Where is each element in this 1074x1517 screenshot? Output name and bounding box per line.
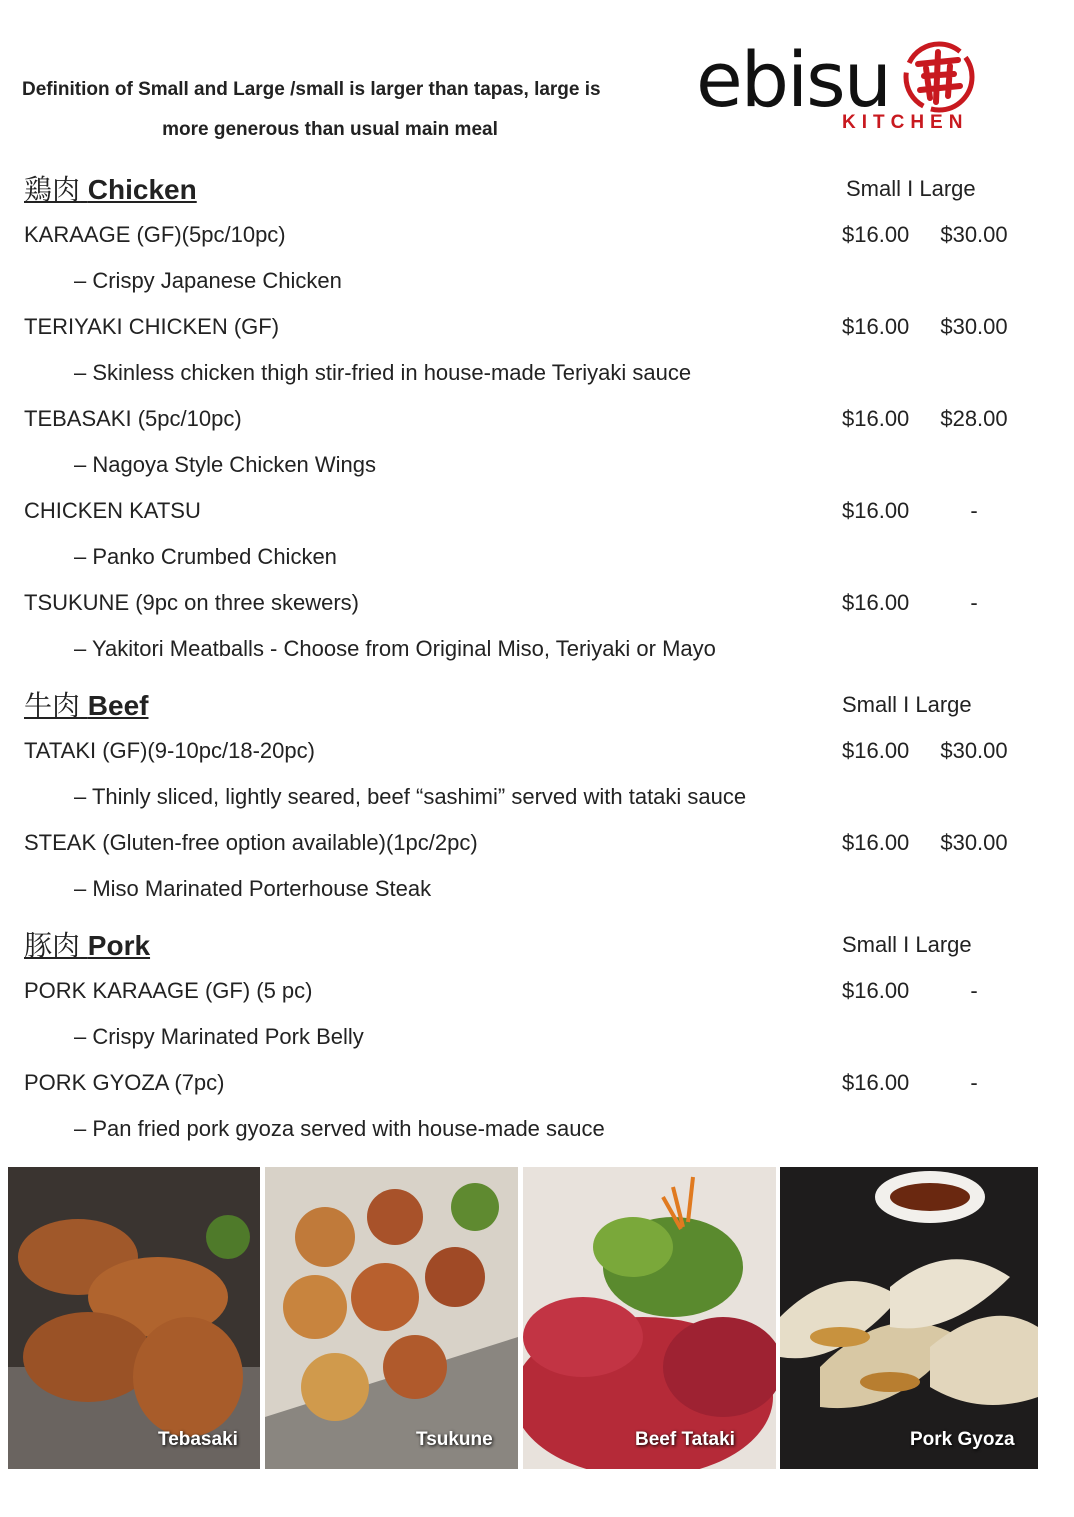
price-small: $16.00 <box>842 978 910 1003</box>
definition-line-1: Definition of Small and Large /small is larger than tapas, large is <box>22 79 601 100</box>
menu-item: TEBASAKI (5pc/10pc) $16.00 $28.00 <box>24 396 1024 442</box>
item-description: – Pan fried pork gyoza served with house-made sauce <box>74 1116 605 1141</box>
menu-item: TSUKUNE (9pc on three skewers) $16.00 - <box>24 580 1024 626</box>
photo-pork-gyoza <box>780 1167 1038 1469</box>
size-label: Small I Large <box>846 176 976 201</box>
section-title: 豚肉 Pork <box>24 929 151 962</box>
price-large: $30.00 <box>940 830 1008 855</box>
size-label: Small I Large <box>842 692 972 717</box>
section-title: 鶏肉 Chicken <box>24 173 197 206</box>
menu-item: TERIYAKI CHICKEN (GF) $16.00 $30.00 <box>24 304 1024 350</box>
item-description: – Crispy Marinated Pork Belly <box>74 1024 364 1049</box>
price-small: $16.00 <box>842 830 910 855</box>
menu-item: CHICKEN KATSU $16.00 - <box>24 488 1024 534</box>
photo-beef-tataki <box>523 1167 776 1469</box>
photo-tsukune <box>265 1167 518 1469</box>
item-description: – Skinless chicken thigh stir-fried in house-made Teriyaki sauce <box>74 360 692 385</box>
photo-caption: Pork Gyoza <box>910 1429 1015 1450</box>
logo-wordmark: ebisu <box>696 35 890 124</box>
menu-item: PORK KARAAGE (GF) (5 pc) $16.00 - <box>24 968 1024 1014</box>
size-definition <box>22 70 662 150</box>
price-large: $30.00 <box>940 314 1008 339</box>
item-description: – Crispy Japanese Chicken <box>74 268 342 293</box>
price-small: $16.00 <box>842 1070 910 1095</box>
price-small: $16.00 <box>842 314 910 339</box>
photo-caption: Tebasaki <box>158 1429 238 1450</box>
item-description: – Panko Crumbed Chicken <box>74 544 337 569</box>
price-large: - <box>970 978 978 1003</box>
menu-item: TATAKI (GF)(9-10pc/18-20pc) $16.00 $30.00 <box>24 728 1024 774</box>
item-description: – Nagoya Style Chicken Wings <box>74 452 377 477</box>
definition-line-2: more generous than usual main meal <box>162 119 498 140</box>
size-label: Small I Large <box>842 932 972 957</box>
photo-tebasaki <box>8 1167 260 1469</box>
logo-kitchen-text: KITCHEN <box>842 112 969 133</box>
item-description: – Thinly sliced, lightly seared, beef “sashimi” served with tataki sauce <box>74 784 747 809</box>
price-small: $16.00 <box>842 498 910 523</box>
menu-item: PORK GYOZA (7pc) $16.00 - <box>24 1060 1024 1106</box>
section-title: 牛肉 Beef <box>24 689 149 722</box>
price-large: - <box>970 1070 978 1095</box>
price-small: $16.00 <box>842 406 910 431</box>
price-large: - <box>970 590 978 615</box>
menu-item: KARAAGE (GF)(5pc/10pc) $16.00 $30.00 <box>24 212 1024 258</box>
item-description: – Miso Marinated Porterhouse Steak <box>74 876 432 901</box>
price-large: $30.00 <box>940 738 1008 763</box>
photo-caption: Beef Tataki <box>635 1429 735 1450</box>
price-large: $28.00 <box>940 406 1008 431</box>
price-small: $16.00 <box>842 738 910 763</box>
section-header-pork <box>24 920 1024 968</box>
price-large: - <box>970 498 978 523</box>
photo-caption: Tsukune <box>416 1429 493 1450</box>
menu-list <box>24 164 1024 1152</box>
price-small: $16.00 <box>842 222 910 247</box>
ebisu-kitchen-logo <box>696 35 996 140</box>
item-description: – Yakitori Meatballs - Choose from Original Miso, Teriyaki or Mayo <box>74 636 716 661</box>
food-photo-strip <box>8 1167 1038 1469</box>
menu-item: STEAK (Gluten-free option available)(1pc/2pc) $16.00 $30.00 <box>24 820 1024 866</box>
section-header-beef <box>24 680 1024 728</box>
seal-icon <box>902 40 976 114</box>
price-large: $30.00 <box>940 222 1008 247</box>
price-small: $16.00 <box>842 590 910 615</box>
section-header-chicken <box>24 164 1024 212</box>
